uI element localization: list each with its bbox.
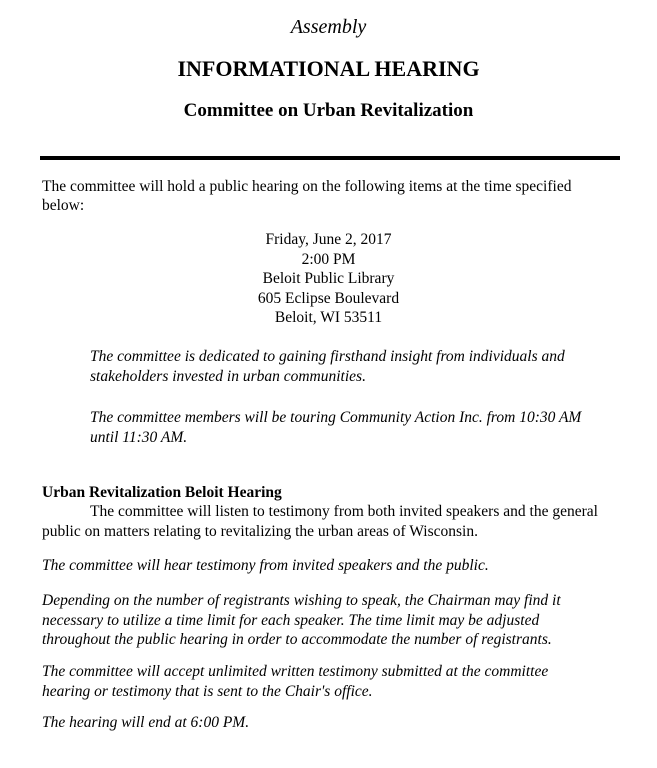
note-tour-line-1: The committee members will be touring Community Action Inc. from 10:30 AM [90,409,582,426]
horizontal-rule [40,156,620,160]
note-insight [90,347,615,386]
end-time-paragraph [42,713,602,733]
section-body [42,502,620,541]
note-tour [90,408,615,447]
note-insight-line-2: stakeholders invested in urban communities. [90,367,366,385]
intro-line-1: The committee will hold a public hearing on the following items at the time specified [42,178,572,195]
written-testimony-paragraph [42,662,602,701]
hearing-city: Beloit, WI 53511 [274,309,383,326]
note-tour-line-2: until 11:30 AM. [90,428,188,446]
note-insight-line-1: The committee is dedicated to gaining firsthand insight from individuals and [90,348,565,365]
hearing-date: Friday, June 2, 2017 [265,231,392,248]
time-limit-line-1: Depending on the number of registrants wishing to speak, the Chairman may find it [42,592,561,609]
time-limit-line-2: necessary to utilize a time limit for each speaker. The time limit may be adjusted [42,611,540,629]
hearing-street: 605 Eclipse Boulevard [257,289,400,307]
section-body-line-2: public on matters relating to revitalizing the urban areas of Wisconsin. [42,522,478,540]
testimony-paragraph [42,556,602,576]
time-limit-paragraph [42,591,602,650]
written-testimony-line-2: hearing or testimony that is sent to the Chair's office. [42,682,373,700]
intro-paragraph [42,177,602,215]
committee-name: Committee on Urban Revitalization [183,100,474,121]
document-title: INFORMATIONAL HEARING [177,56,480,81]
time-limit-line-3: throughout the public hearing in order to accommodate the number of registrants. [42,631,552,648]
testimony-line: The committee will hear testimony from invited speakers and the public. [42,557,489,574]
section-heading: Urban Revitalization Beloit Hearing [42,484,282,501]
house-label: Assembly [290,16,367,38]
intro-line-2: below: [42,197,85,214]
end-time-line: The hearing will end at 6:00 PM. [42,714,250,731]
written-testimony-line-1: The committee will accept unlimited written testimony submitted at the committee [42,663,549,680]
hearing-details [0,230,657,328]
section-body-line-1: The committee will listen to testimony from both invited speakers and the general [90,503,598,520]
hearing-venue: Beloit Public Library [262,270,395,287]
hearing-time: 2:00 PM [301,250,356,268]
